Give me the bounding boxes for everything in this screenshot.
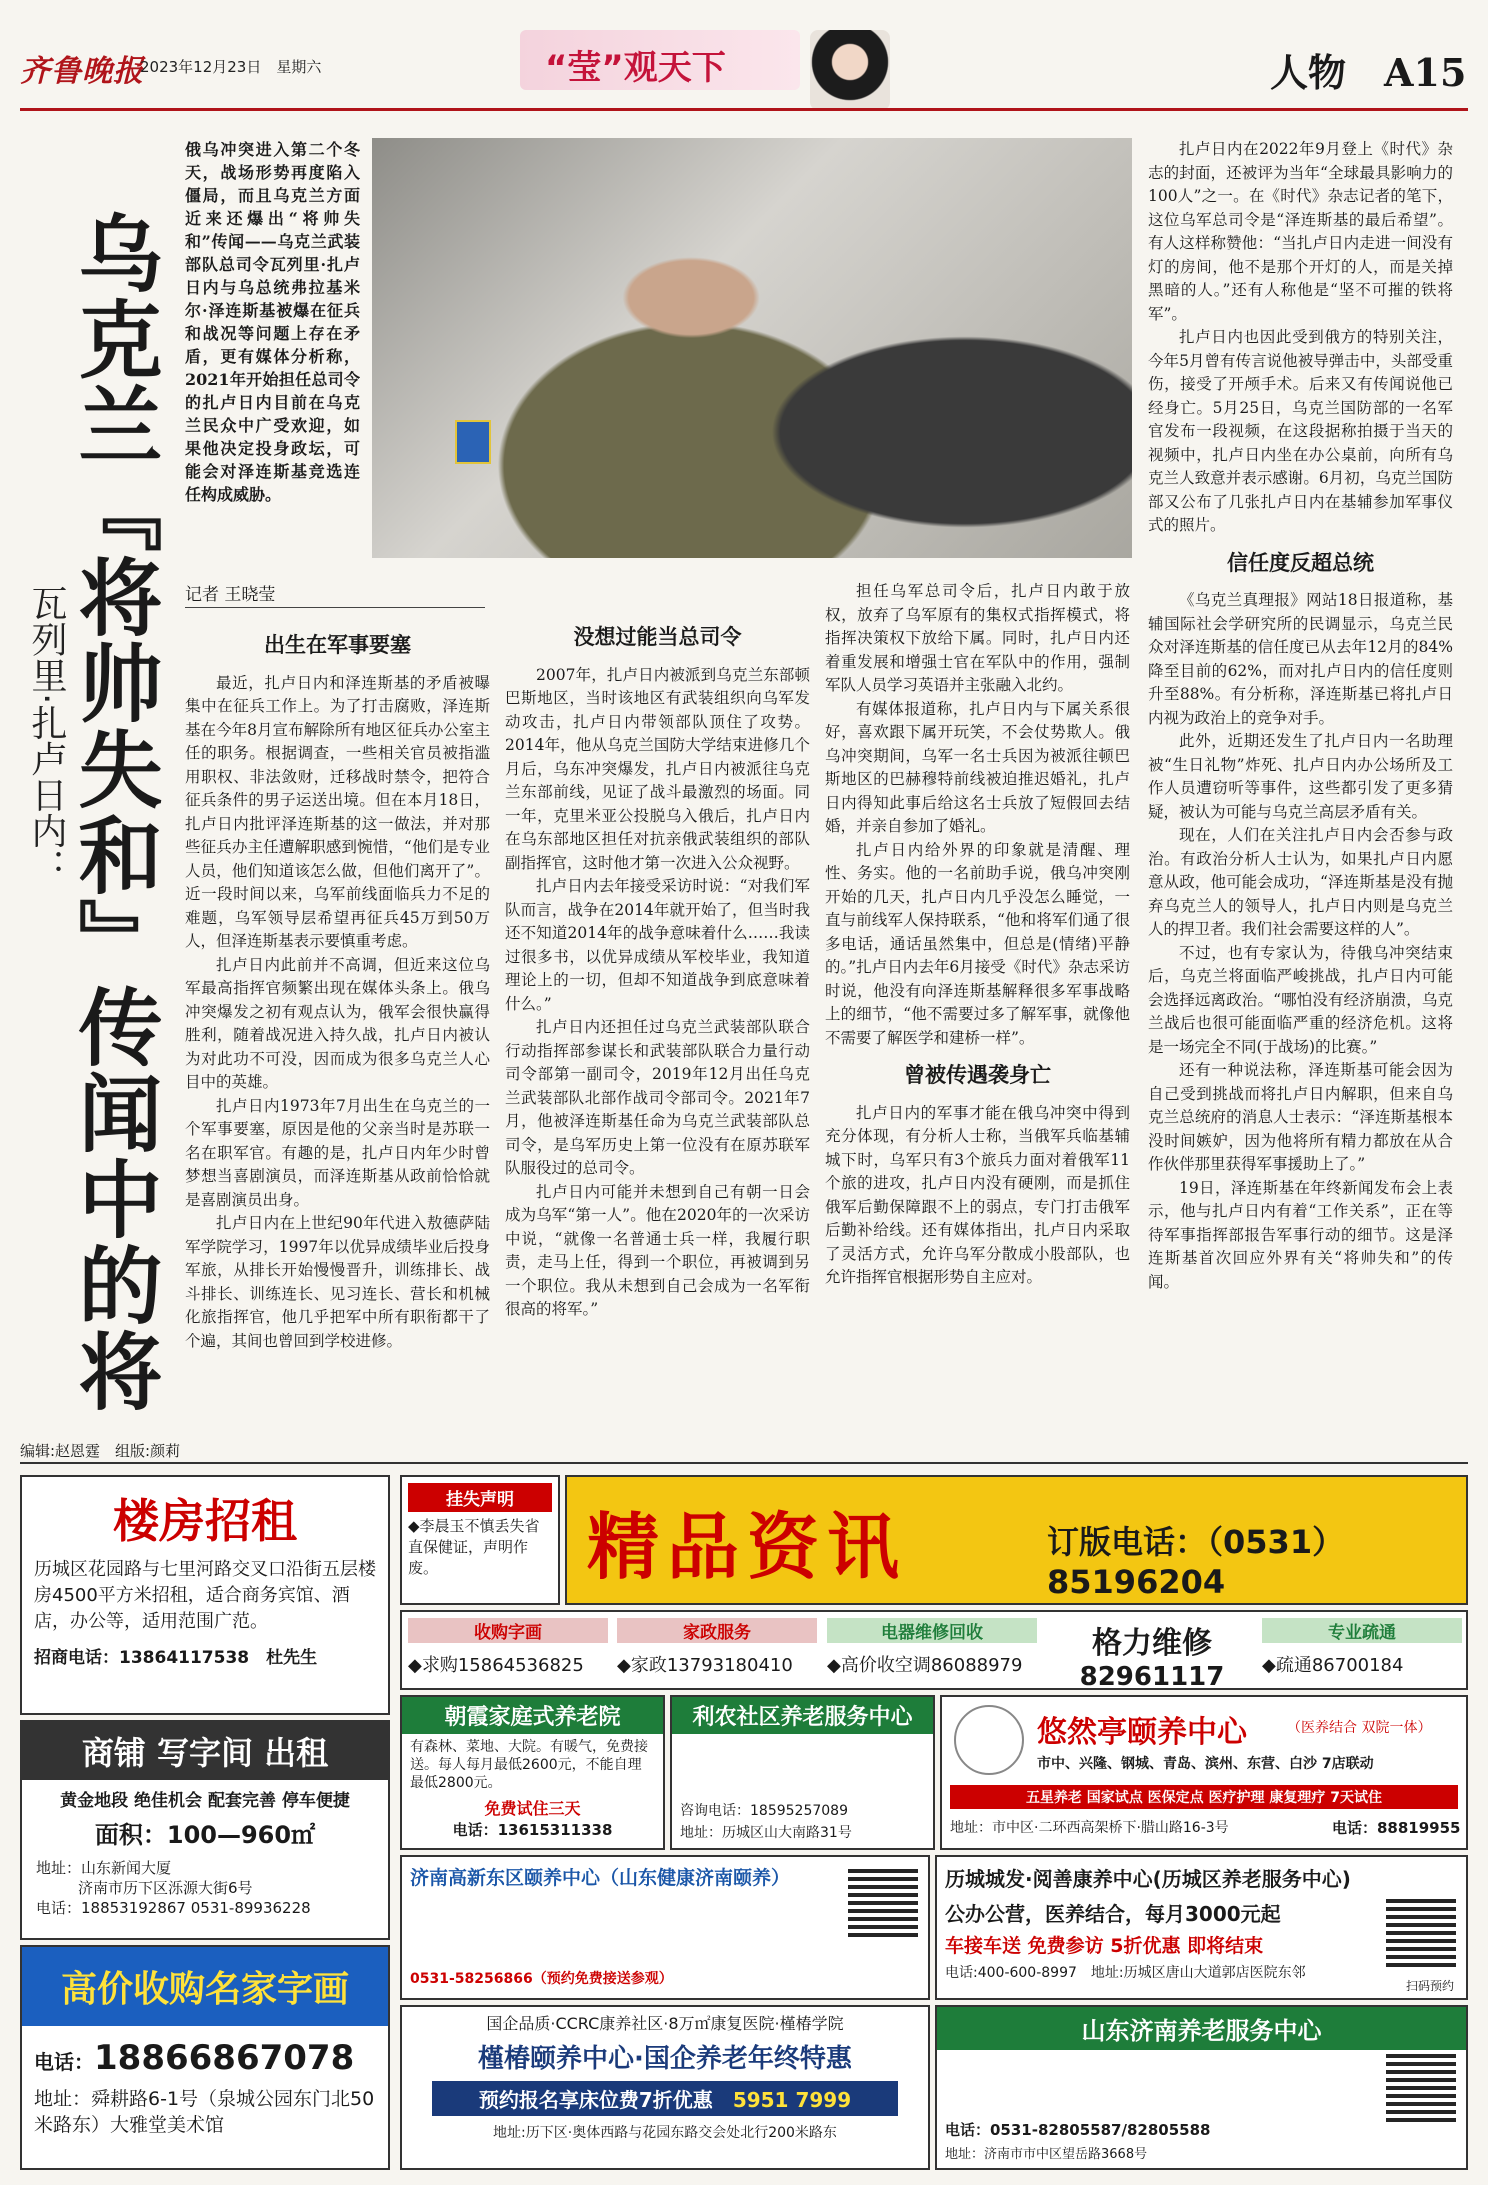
ad-small-item: 家政服务 ◆家政13793180410 — [617, 1618, 817, 1677]
section-heading: 信任度反超总统 — [1227, 550, 1374, 575]
section-heading: 曾被传遇袭身亡 — [904, 1063, 1051, 1087]
ad-chaoxia-title: 朝霞家庭式养老院 — [402, 1697, 663, 1734]
paragraph: 最近，扎卢日内和泽连斯基的矛盾被曝集中在征兵工作上。为了打击腐败，泽连斯基在今年8月宣布解除所有地区征兵办公室主任的职务。根据调查，一些相关官员被指滥用职权、非法敛财，迁移战时禁令，把符合征兵条件的男子运送出境。但在本月18日，扎卢日内批评泽连斯基的这一做法，并对那些征兵办主任遭解职感到惋惜，“他们是专业人员，他们知道该怎么做，但他们离开了”。近一段时间以来，乌军前线面临兵力不足的难题，乌军领导层希望再征兵45万到50万人，但泽连斯基表示要慎重考虑。 — [185, 673, 490, 950]
qr-code-icon — [1386, 2052, 1456, 2122]
article-column-4 — [1148, 138, 1453, 1294]
ad-licheng-scan: 扫码预约 — [1405, 1979, 1454, 1993]
article-column-2 — [505, 612, 810, 1322]
ad-licheng-text: 公办公营，医养结合，每月3000元起 — [945, 1902, 1281, 1926]
ad-youran-tags: 五星养老 国家试点 医保定点 医疗护理 康复理疗 7天试住 — [950, 1785, 1458, 1809]
issue-date: 2023年12月23日 星期六 — [140, 58, 322, 76]
ad-shop-area: 面积：100—960㎡ — [94, 1821, 316, 1849]
ad-jinchun-title: 槿椿颐养中心·国企养老年终特惠 — [478, 2044, 852, 2074]
ad-jiankang-address: 地址：济南市市中区望岳路3668号 — [945, 2147, 1148, 2162]
ad-chaoxia-text: 有森林、菜地、大院。有暖气，免费接送。每人每月最低2600元，不能自理最低2800元。 — [410, 1739, 648, 1791]
ad-calligraphy-address: 地址：舜耕路6-1号（泉城公园东门北50米路东）大雅堂美术馆 — [34, 2088, 375, 2136]
ad-linong-title: 利农社区养老服务中心 — [672, 1697, 933, 1734]
paragraph: 扎卢日内去年接受采访时说：“对我们军队而言，战争在2014年就开始了，但当时我还不知道2014年的战争意味着什么……我读过很多书，以优异成绩从军校毕业，我知道理论上的一切，但却不知道战争到底意味着什么。” — [505, 877, 810, 1013]
ad-youran-title: 悠然亭颐养中心 — [1037, 1715, 1247, 1750]
paragraph: 2007年，扎卢日内被派到乌克兰东部顿巴斯地区，当时该地区有武装组织向乌军发动攻击，扎卢日内带领部队顶住了攻势。2014年，他从乌克兰国防大学结束进修几个月后，乌东冲突爆发，扎卢日内被派往乌克兰东部前线，见证了战斗最激烈的场面。同一年，克里米亚公投脱乌入俄后，扎卢日内在乌东部地区担任对抗亲俄武装组织的部队副指挥官，这时他才第一次进入公众视野。 — [505, 665, 810, 872]
youran-logo-icon — [954, 1705, 1024, 1775]
ad-shop-title: 商铺 写字间 出租 — [22, 1722, 388, 1780]
paragraph: 扎卢日内给外界的印象就是清醒、理性、务实。他的一名前助手说，俄乌冲突刚开始的几天，扎卢日内几乎没怎么睡觉，一直与前线军人保持联系，“他和将军们通了很多电话，通话虽然集中，但总是(情绪)平静的。”扎卢日内去年6月接受《时代》杂志采访时说，他没有向泽连斯基解释很多军事战略上的细节，“他不需要过多了解军事，就像他不需要了解医学和建桥一样”。 — [825, 840, 1130, 1047]
ad-rent — [20, 1475, 390, 1715]
ad-jinchun — [400, 2005, 930, 2170]
article-column-3 — [825, 580, 1130, 1290]
paragraph: 扎卢日内可能并未想到自己有朝一日会成为乌军“第一人”。他在2020年的一次采访中说，“就像一名普通士兵一样，我履行职责，走马上任，得到一个职位，再被调到另一个职位。我从未想到自己会成为一名军衔很高的将军。” — [505, 1182, 810, 1318]
ad-jingpin-title: 精品资讯 — [587, 1505, 908, 1589]
ad-licheng-title: 历城城发·阅善康养中心(历城区养老服务中心) — [945, 1867, 1351, 1891]
masthead-rule — [20, 108, 1468, 111]
ad-linong — [670, 1695, 935, 1850]
ad-small-item: 收购字画 ◆求购15864536825 — [408, 1618, 608, 1677]
paragraph: 扎卢日内1973年7月出生在乌克兰的一个军事要塞，原因是他的父亲当时是苏联一名在职军官。有趣的是，扎卢日内年少时曾梦想当喜剧演员，而泽连斯基从政前恰恰就是喜剧演员出身。 — [185, 1096, 490, 1209]
ad-calligraphy-phone: 电话：18866867078 — [34, 2038, 355, 2078]
ad-youran-phone: 电话：88819955 — [1332, 1819, 1461, 1837]
paragraph: 扎卢日内此前并不高调，但近来这位乌军最高指挥官频繁出现在媒体头条上。俄乌冲突爆发之初有观点认为，俄军会很快赢得胜利，随着战况进入持久战，扎卢日内被认为对此功不可没，因而成为很多乌克兰人心目中的英雄。 — [185, 955, 490, 1091]
paragraph: 扎卢日内还担任过乌克兰武装部队联合行动指挥部参谋长和武装部队联合力量行动司令部第一副司令，2019年12月出任乌克兰武装部队北部作战司令部司令。2021年7月，他被泽连斯基任命为乌克兰武装部队总司令，是乌军历史上第一位没有在原苏联军队服役过的总司令。 — [505, 1018, 810, 1177]
main-photo — [372, 138, 1132, 558]
ad-small-item: 专业疏通 ◆疏通86700184 — [1262, 1618, 1462, 1677]
ad-small-item: 格力维修 82961117 — [1079, 1626, 1225, 1690]
paragraph: 《乌克兰真理报》网站18日报道称，基辅国际社会学研究所的民调显示，乌克兰民众对泽连斯基的信任度已从去年12月的84%降至目前的62%，而对扎卢日内的信任度则升至88%。有分析称，泽连斯基已将扎卢日内视为政治上的竞争对手。 — [1148, 591, 1453, 727]
ad-lost-title: 挂失声明 — [408, 1483, 552, 1512]
ad-rent-phone: 招商电话：13864117538 杜先生 — [34, 1648, 318, 1668]
ad-jingpin-phone: 订版电话：（0531）85196204 — [1047, 1523, 1345, 1601]
ad-rent-title: 楼房招租 — [113, 1494, 297, 1548]
ad-chaoxia-free: 免费试住三天 — [484, 1799, 581, 1818]
ad-lost-text: ◆李晨玉不慎丢失省直保健证，声明作废。 — [408, 1517, 540, 1577]
article-column-1 — [185, 620, 490, 1353]
editor-credit: 编辑:赵恩霆 组版:颜莉 — [20, 1442, 181, 1460]
trident-patch-icon — [455, 420, 491, 464]
byline: 记者 王晓莹 — [185, 580, 485, 608]
section-heading: 出生在军事要塞 — [264, 633, 411, 657]
paragraph: 此外，近期还发生了扎卢日内一名助理被“生日礼物”炸死、扎卢日内办公场所及工作人员遭窃听等事件，这些都引发了更多猜疑，被认为可能与乌克兰高层矛盾有关。 — [1148, 732, 1453, 821]
paragraph: 扎卢日内也因此受到俄方的特别关注，今年5月曾有传言说他被导弹击中，头部受重伤，接受了开颅手术。后来又有传闻说他已经身亡。5月25日，乌克兰国防部的一名军官发布一段视频，在这段据称拍摄于当天的视频中，扎卢日内坐在办公桌前，向所有乌克兰人致意并表示感谢。6月初，乌克兰国防部又公布了几张扎卢日内在基辅参加军事仪式的照片。 — [1148, 328, 1453, 534]
ad-shop — [20, 1720, 390, 1940]
section-heading: 没想过能当总司令 — [573, 625, 742, 649]
ad-licheng-promo: 车接车送 免费参访 5折优惠 即将结束 — [945, 1935, 1264, 1957]
ad-calligraphy-title: 高价收购名家字画 — [22, 1947, 388, 2026]
ad-linong-phone: 咨询电话：18595257089 — [680, 1803, 848, 1819]
section-label: 人物 A15 — [1270, 50, 1467, 95]
headline: 乌克兰『将帅失和』传闻中的将 — [65, 210, 164, 1414]
ad-youran-sub: （医养结合 双院一体） — [1287, 1720, 1432, 1736]
ad-small-item: 电器维修回收 ◆高价收空调86088979 — [827, 1618, 1037, 1677]
paragraph: 扎卢日内在上世纪90年代进入敖德萨陆军学院学习，1997年以优异成绩毕业后投身军旅，从排长开始慢慢晋升，训练排长、战斗排长、训练连长、见习连长、营长和机械化旅指挥官，他几乎把军中所有职衔都干了个遍，其间也曾回到学校进修。 — [185, 1214, 490, 1350]
ad-chaoxia — [400, 1695, 665, 1850]
ad-youran-cities: 市中、兴隆、钢城、青岛、滨州、东营、白沙 7店联动 — [1037, 1756, 1374, 1772]
subheadline: 瓦列里·扎卢日内： — [26, 585, 67, 885]
paragraph: 担任乌军总司令后，扎卢日内敢于放权，放弃了乌军原有的集权式指挥模式，将指挥决策权下放给下属。同时，扎卢日内还着重发展和增强士官在军队中的作用，强制军队人员学习英语并主张融入北约。 — [825, 582, 1130, 694]
ad-shop-tag: 黄金地段 绝佳机会 配套完善 停车便捷 — [60, 1791, 350, 1811]
paragraph: 扎卢日内在2022年9月登上《时代》杂志的封面，还被评为当年“全球最具影响力的100人”之一。在《时代》杂志记者的笔下，这位乌军总司令是“泽连斯基的最后希望”。有人这样称赞他：“当扎卢日内走进一间没有灯的房间，他不是那个开灯的人，而是关掉黑暗的人。”还有人称他是“坚不可摧的铁将军”。 — [1148, 140, 1453, 323]
ad-jinchun-top: 国企品质·CCRC康养社区·8万㎡康复医院·槿椿学院 — [486, 2014, 844, 2033]
ad-rent-text: 历城区花园路与七里河路交叉口沿街五层楼房4500平方米招租，适合商务宾馆、酒店，办公等，适用范围广范。 — [34, 1559, 376, 1632]
ad-gaoxin-phone: 0531-58256866（预约免费接送参观） — [410, 1971, 673, 1987]
qr-code-icon — [848, 1867, 918, 1937]
ad-section-rule — [20, 1462, 1468, 1464]
ad-youran-address: 地址：市中区·二环西高架桥下·腊山路16-3号 — [950, 1820, 1229, 1836]
ad-jiankang — [935, 2005, 1468, 2170]
ad-shop-address: 地址：山东新闻大厦 济南市历下区泺源大街6号 电话：18853192867 0531-89936228 — [36, 1859, 311, 1917]
paragraph: 19日，泽连斯基在年终新闻发布会上表示，他与扎卢日内有着“工作关系”，正在等待军事指挥部报告军事行动的细节。这是泽连斯基首次回应外界有关“将帅失和”的传闻。 — [1148, 1178, 1453, 1291]
ad-chaoxia-phone: 电话：13615311338 — [452, 1821, 613, 1839]
ad-jiankang-title: 山东济南养老服务中心 — [937, 2007, 1466, 2050]
ad-calligraphy — [20, 1945, 390, 2170]
paragraph: 扎卢日内的军事才能在俄乌冲突中得到充分体现，有分析人士称，当俄军兵临基辅城下时，乌军只有3个旅兵力面对着俄军11个旅的进攻，扎卢日内没有硬刚，而是抓住俄军后勤保障跟不上的弱点，专门打击俄军后勤补给线。还有媒体指出，扎卢日内采取了灵活方式，允许乌军分散成小股部队，也允许指挥官根据形势自主应对。 — [825, 1103, 1130, 1286]
ad-jinchun-address: 地址:历下区·奥体西路与花园东路交会处北行200米路东 — [493, 2125, 837, 2141]
paragraph: 有媒体报道称，扎卢日内与下属关系很好，喜欢跟下属开玩笑，不会仗势欺人。俄乌冲突期间，乌军一名士兵因为被派往顿巴斯地区的巴赫穆特前线被迫推迟婚礼，扎卢日内得知此事后给这名士兵放了短假回去结婚，并亲自参加了婚礼。 — [825, 699, 1130, 835]
ad-licheng — [935, 1855, 1468, 2000]
ad-jingpin — [565, 1475, 1468, 1605]
paragraph: 还有一种说法称，泽连斯基可能会因为自己受到挑战而将扎卢日内解职，但来自乌克兰总统府的消息人士表示：“泽连斯基根本没时间嫉妒，因为他将所有精力都放在从合作伙伴那里获得军事援助上了。” — [1148, 1061, 1453, 1173]
ad-gaoxin — [400, 1855, 930, 2000]
lead-paragraph: 俄乌冲突进入第二个冬天，战场形势再度陷入僵局，而且乌克兰方面近来还爆出“将帅失和”传闻——乌克兰武装部队总司令瓦列里·扎卢日内与乌总统弗拉基米尔·泽连斯基被爆在征兵和战况等问题上存在矛盾，更有媒体分析称，2021年开始担任总司令的扎卢日内目前在乌克兰民众中广受欢迎，如果他决定投身政坛，可能会对泽连斯基竞选连任构成威胁。 — [185, 140, 360, 504]
columnist-photo — [810, 30, 890, 110]
ad-small-row — [400, 1610, 1468, 1690]
ad-linong-address: 地址：历城区山大南路31号 — [680, 1825, 852, 1841]
qr-code-icon — [1386, 1897, 1456, 1967]
paragraph: 不过，也有专家认为，待俄乌冲突结束后，乌克兰将面临严峻挑战，扎卢日内可能会选择远离政治。“哪怕没有经济崩溃，乌克兰战后也很可能面临严重的经济危机。这将是一场完全不同(于战场)的比赛。” — [1148, 943, 1453, 1056]
ad-youran — [940, 1695, 1468, 1850]
newspaper-logo: 齐鲁晚报 — [20, 54, 144, 89]
column-title: “莹”观天下 — [545, 48, 726, 88]
ad-licheng-contact: 电话:400-600-8997 地址:历城区唐山大道郭店医院东邻 — [945, 1965, 1306, 1981]
ad-jinchun-promo: 预约报名享床位费7折优惠 5951 7999 — [432, 2081, 898, 2116]
ad-lost — [400, 1475, 560, 1605]
paragraph: 现在，人们在关注扎卢日内会否参与政治。有政治分析人士认为，如果扎卢日内愿意从政，他可能会成功，“泽连斯基是没有抛弃乌克兰人的领导人，扎卢日内则是乌克兰人的捍卫者。我们社会需要这样的人”。 — [1148, 826, 1453, 938]
ad-gaoxin-title: 济南高新东区颐养中心（山东健康济南颐养） — [410, 1867, 791, 1889]
ad-jiankang-phone: 电话：0531-82805587/82805588 — [945, 2121, 1211, 2139]
